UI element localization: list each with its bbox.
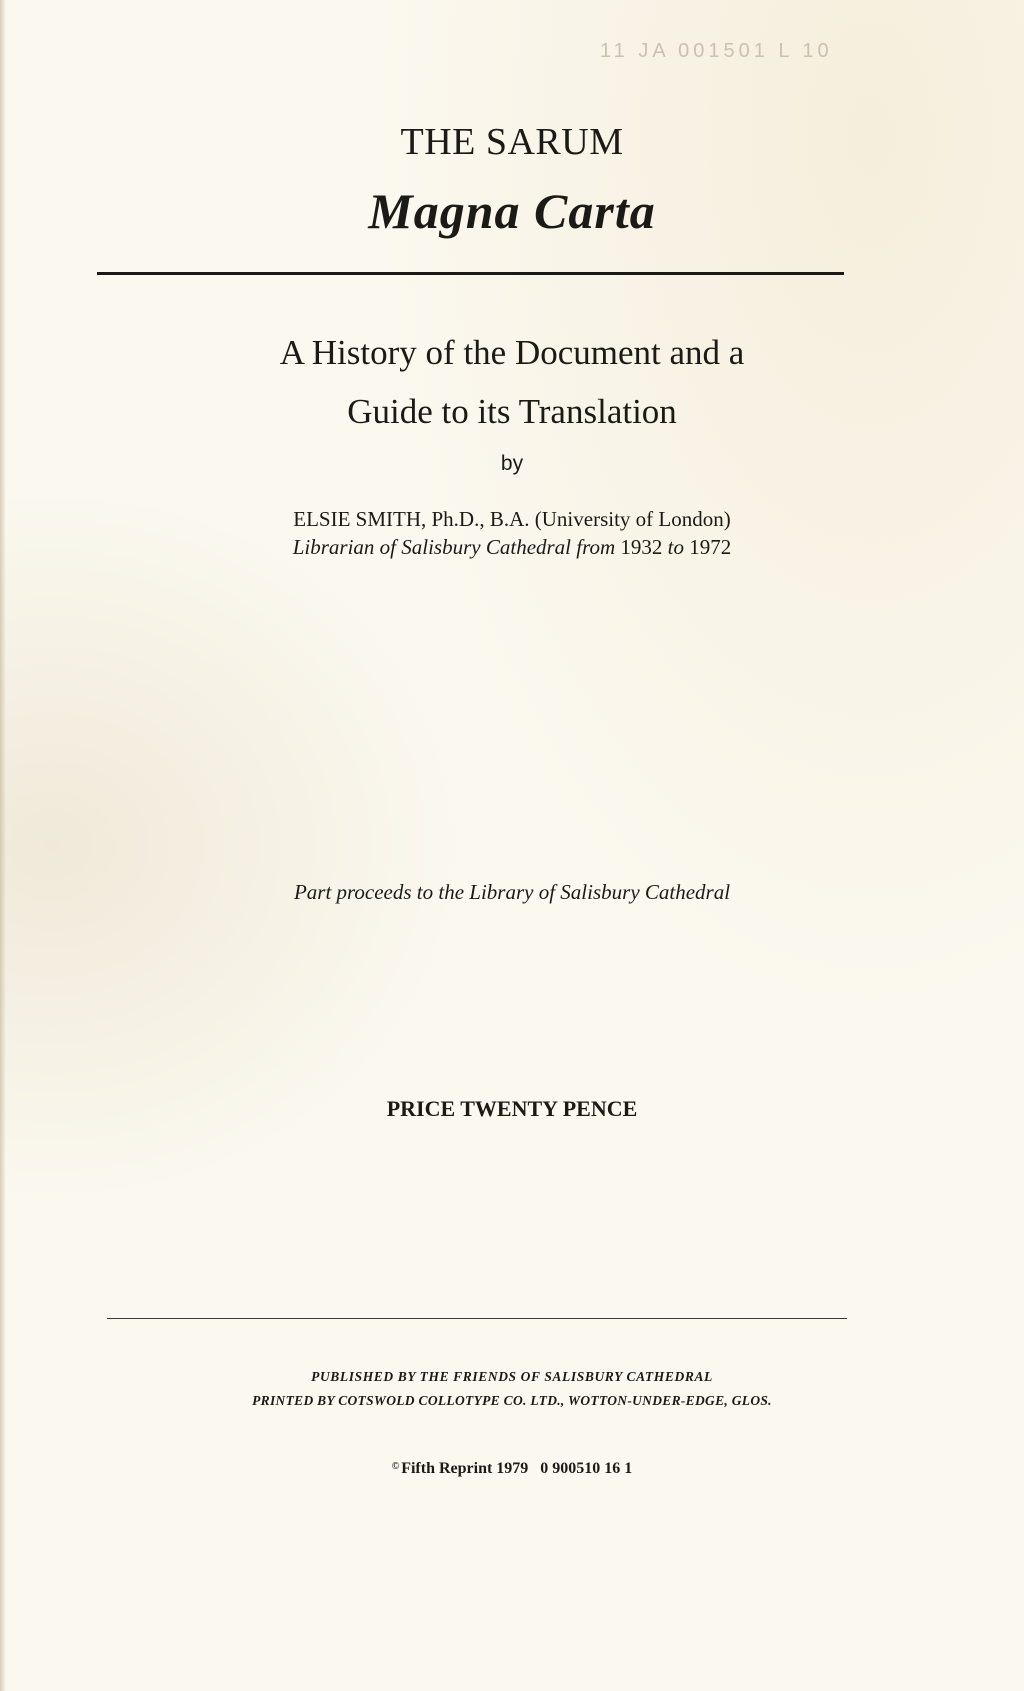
- footer-divider: [107, 1318, 847, 1319]
- subtitle-line-2: Guide to its Translation: [347, 392, 677, 431]
- author-role: [0, 535, 1024, 560]
- author-year-end: 1972: [689, 535, 732, 559]
- proceeds-note: Part proceeds to the Library of Salisbury Cathedral: [293, 880, 731, 904]
- subtitle-line-1: A History of the Document and a: [279, 333, 745, 372]
- author-name: ELSIE SMITH, Ph.D., B.A. (University of London): [293, 507, 731, 531]
- copyright-mark: ©: [391, 1461, 400, 1472]
- publisher-line-1: PUBLISHED BY THE FRIENDS OF SALISBURY CATHEDRAL: [311, 1369, 713, 1384]
- reprint-line: [0, 1460, 1024, 1478]
- title-line-1: THE SARUM: [400, 121, 624, 163]
- author-year-start: 1932: [620, 535, 663, 559]
- catalogue-stamp: 11 JA 001501 L 10: [600, 40, 833, 62]
- price-label: PRICE TWENTY PENCE: [386, 1096, 638, 1121]
- author-role-prefix: Librarian of Salisbury Cathedral from: [292, 535, 616, 559]
- page-edge-shadow: [0, 0, 6, 1691]
- publisher-line-2: PRINTED BY COTSWOLD COLLOTYPE CO. LTD., WOTTON-UNDER-EDGE, GLOS.: [252, 1393, 772, 1408]
- by-label: by: [500, 452, 524, 475]
- title-line-2: Magna Carta: [368, 183, 656, 239]
- title-divider: [97, 272, 844, 275]
- isbn-number: 0 900510 16 1: [540, 1460, 633, 1477]
- reprint-text: Fifth Reprint 1979: [401, 1460, 529, 1477]
- author-role-mid: to: [667, 535, 685, 559]
